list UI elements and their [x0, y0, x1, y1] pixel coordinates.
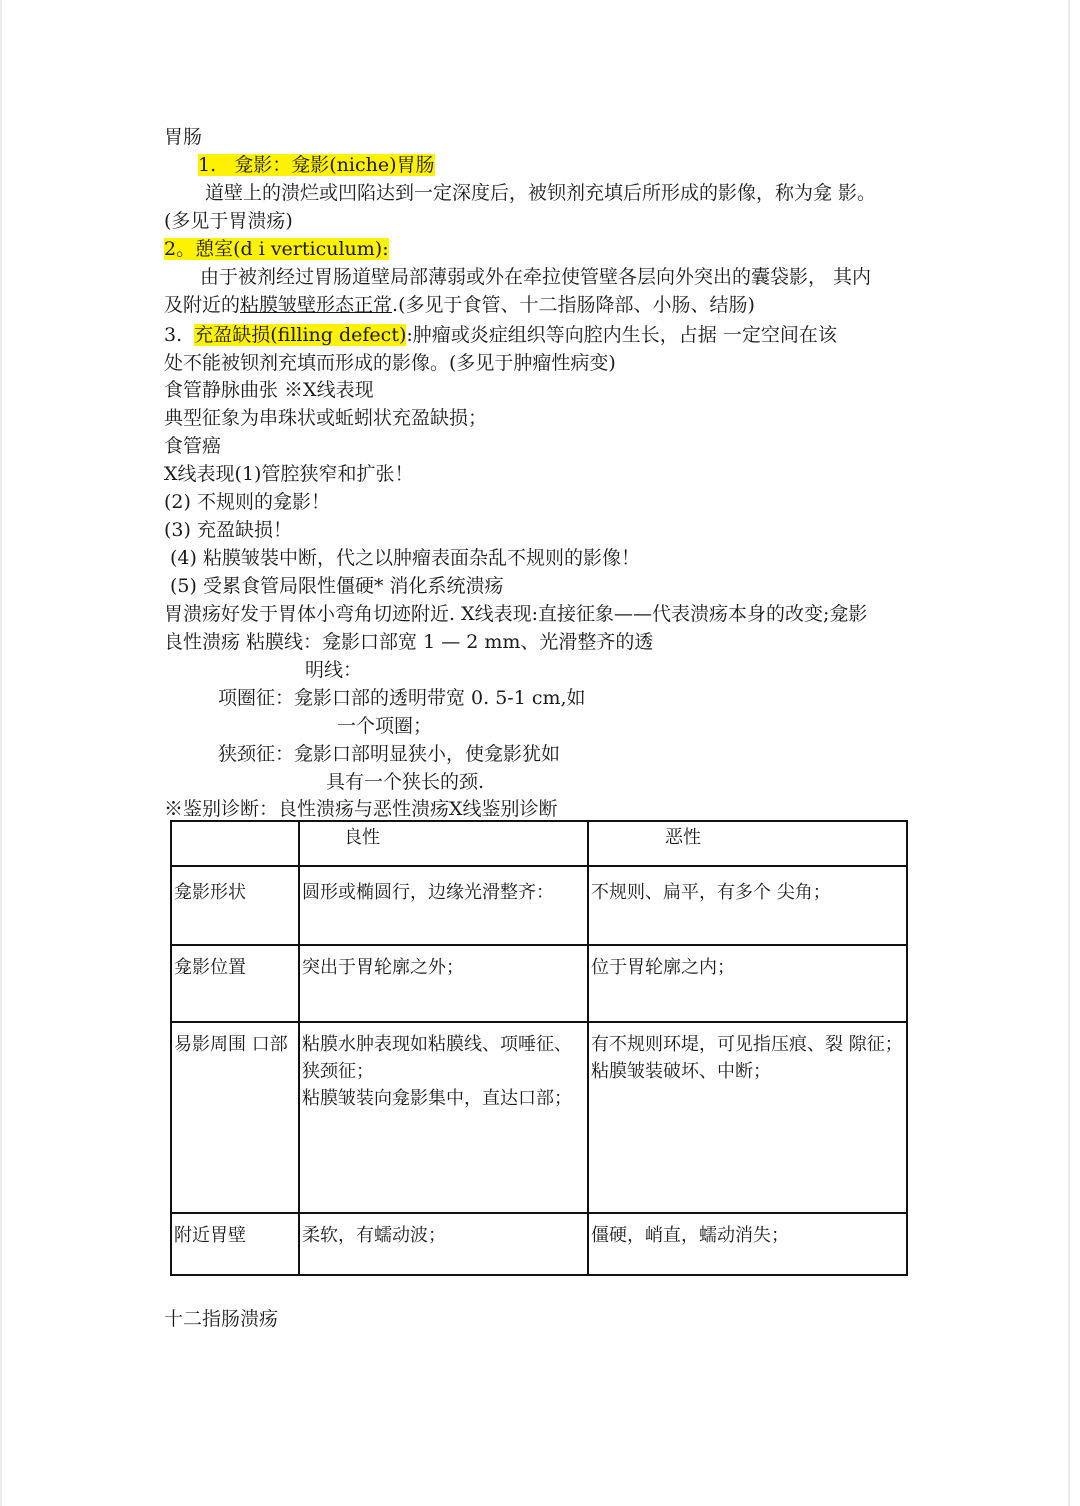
malignant-cell-line: 粘膜皱装破坏、中断； [591, 1061, 771, 1082]
row-label: 龛影位置 [171, 945, 299, 1022]
ulcer-line-6: 狭颈征：龛影口部明显狭小，使龛影犹如 [218, 743, 561, 765]
table-row [171, 945, 907, 1022]
malignant-cell-line: 有不规则环堤，可见指压痕、裂 隙征； [591, 1034, 903, 1055]
item1-body: 道壁上的溃烂或凹陷达到一定深度后，被钡剂充填后所形成的影像，称为龛 影。 [205, 182, 877, 204]
section-title: 胃肠 [164, 126, 203, 148]
cancer-line-1: X线表现(1)管腔狭窄和扩张！ [164, 463, 414, 485]
table-row [171, 1022, 907, 1213]
row-label: 龛影形状 [171, 866, 299, 945]
diff-title: ※鉴别诊断：良性溃疡与恶性溃疡X线鉴别诊断 [164, 798, 558, 820]
item2-label: 2。憩室(d i verticulum): [164, 238, 389, 260]
malignant-cell: 位于胃轮廓之内； [588, 945, 907, 1022]
ulcer-line-7: 具有一个狭长的颈. [326, 771, 485, 793]
benign-cell-line: 粘膜水肿表现如粘膜线、项唾征、狭颈征； [302, 1034, 572, 1082]
cancer-line-2: (2) 不规则的龛影！ [164, 491, 330, 513]
item2-heading [164, 236, 389, 262]
malignant-cell: 不规则、扁平，有多个 尖角； [588, 866, 907, 945]
ulcer-line-2: 良性溃疡 粘膜线：龛影口部宽 1 — 2 mm、光滑整齐的透 [164, 631, 654, 653]
table-row [171, 1213, 907, 1275]
item1-number: 1. [198, 154, 217, 176]
benign-cell [299, 1022, 588, 1213]
cancer-line-4: (4) 粘膜皱裝中断，代之以肿瘤表面杂乱不规则的影像！ [170, 547, 640, 569]
benign-cell: 圆形或椭圆行，边缘光滑整齐： [299, 866, 588, 945]
ulcer-line-3: 明线： [305, 659, 363, 681]
item1-heading [198, 152, 435, 178]
cancer-line-5: (5) 受累食管局限性僵硬* 消化系统溃疡 [170, 575, 504, 597]
item3-rest: :肿瘤或炎症组织等向腔内生长，占据 一定空间在该 [406, 324, 837, 346]
ulcer-line-1: 胃溃疡好发于胃体小弯角切迹附近. X线表现:直接征象——代表溃疡本身的改变;龛影 [164, 603, 868, 625]
item1-label: 龛影：龛影(niche)胃肠 [234, 154, 435, 176]
ulcer-line-4: 项圈征：龛影口部的透明带宽 0. 5-1 cm,如 [218, 687, 586, 709]
item3-label: 充盈缺损(filling defect) [194, 324, 407, 346]
item2-body-1: 由于被剂经过胃肠道壁局部薄弱或外在牵拉使管壁各层向外突出的囊袋影， 其内 [200, 266, 872, 288]
item2-body-2-underlined: 粘膜皱壁形态正常 [240, 294, 393, 316]
benign-cell: 柔软，有蠕动波； [299, 1213, 588, 1275]
item2-body-2-post: .(多见于食管、十二指肠降部、小肠、结肠) [392, 294, 755, 316]
item3-body: 处不能被钡剂充填而形成的影像。(多见于肿瘤性病变) [164, 352, 616, 374]
table-header-row [171, 821, 907, 866]
item1-note: (多见于胃溃疡) [164, 210, 293, 232]
page-right-edge [1068, 0, 1070, 1506]
next-section-title: 十二指肠溃疡 [164, 1308, 279, 1330]
varices-body: 典型征象为串珠状或蚯蚓状充盈缺损； [164, 407, 488, 429]
item3-number: 3. [164, 324, 183, 346]
item2-body-2 [164, 292, 755, 318]
ulcer-line-5: 一个项圈； [337, 715, 433, 737]
row-label: 易影周围 口部 [171, 1022, 299, 1213]
item2-body-2-pre: 及附近的 [164, 294, 241, 316]
benign-cell: 突出于胃轮廓之外； [299, 945, 588, 1022]
varices-title: 食管静脉曲张 ※X线表现 [164, 379, 374, 401]
cancer-title: 食管癌 [164, 435, 222, 457]
malignant-cell: 僵硬，峭直，蠕动消失； [588, 1213, 907, 1275]
table-header-cell [171, 821, 299, 866]
benign-cell-line: 粘膜皱装向龛影集中，直达口部； [302, 1088, 572, 1109]
table-row [171, 866, 907, 945]
cancer-line-3: (3) 充盈缺损！ [164, 519, 292, 541]
malignant-cell [588, 1022, 907, 1213]
comparison-table [170, 820, 908, 1276]
row-label: 附近胃壁 [171, 1213, 299, 1275]
table-header-malignant: 恶性 [588, 821, 907, 866]
page-left-edge [0, 0, 2, 1506]
item3-heading [164, 322, 837, 348]
table-header-benign: 良性 [299, 821, 588, 866]
